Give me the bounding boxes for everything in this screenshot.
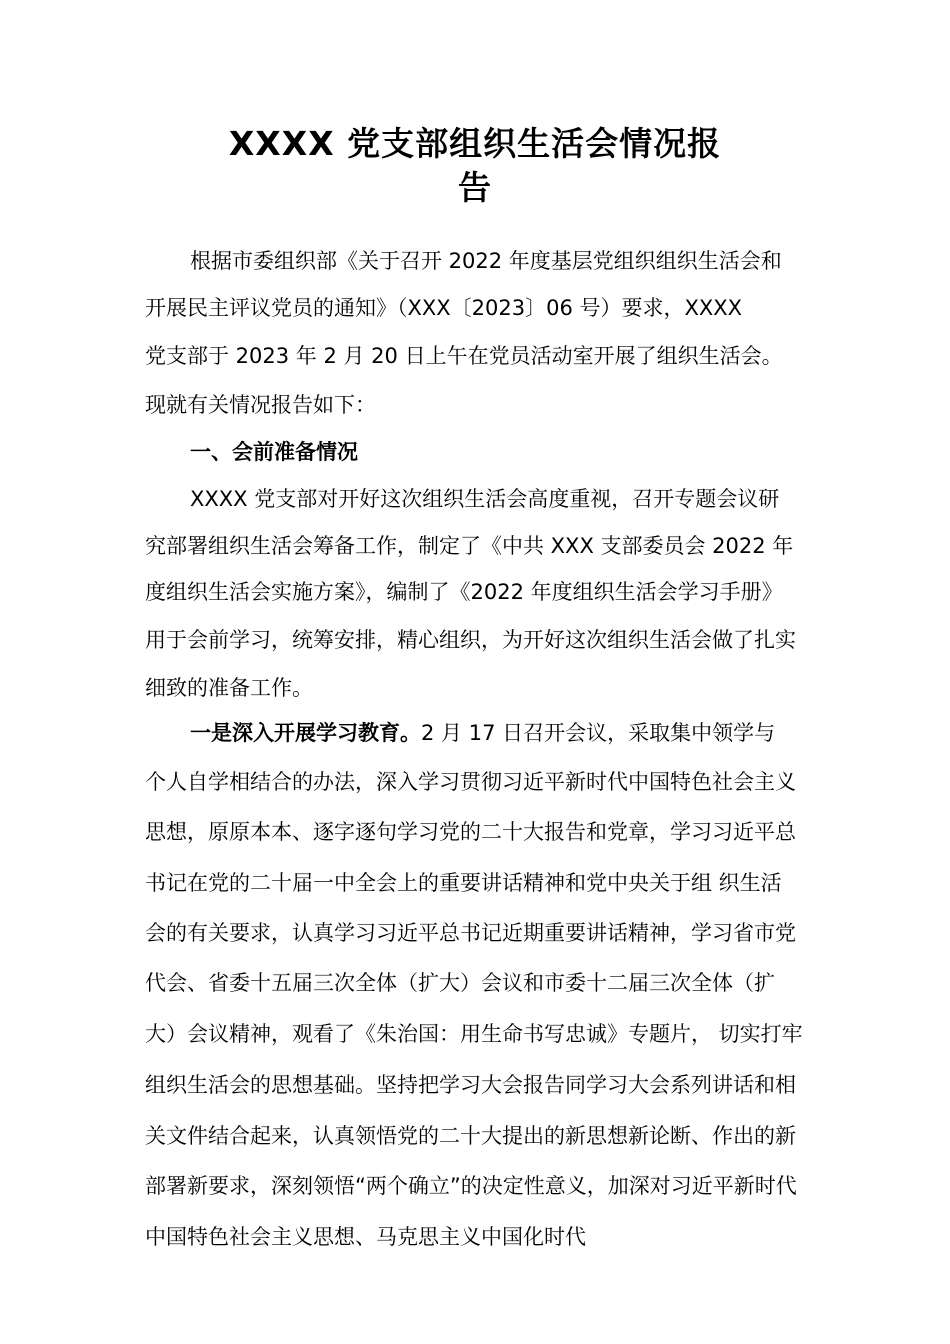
paragraph-line: 部署新要求，深刻领悟“两个确立”的决定性意义，加深对习近平新时代 [145, 1174, 797, 1198]
paragraph-line: 细致的准备工作。 [145, 676, 313, 700]
paragraph-line: 用于会前学习，统筹安排，精心组织，为开好这次组织生活会做了扎实 [145, 628, 796, 652]
paragraph-line: 究部署组织生活会筹备工作，制定了《中共 XXX 支部委员会 2022 年 [145, 534, 794, 558]
document-title-line-1: XXXX 党支部组织生活会情况报 [228, 124, 722, 163]
paragraph-line: 大）会议精神，观看了《朱治国：用生命书写忠诚》专题片， 切实打牢 [145, 1022, 803, 1046]
paragraph-line: 代会、省委十五届三次全体（扩大）会议和市委十二届三次全体（扩 [145, 971, 775, 995]
document-title-line-2: 告 [458, 168, 492, 207]
section-heading: 一、会前准备情况 [190, 440, 358, 464]
paragraph-line: 现就有关情况报告如下： [145, 393, 376, 417]
paragraph-line: 会的有关要求，认真学习习近平总书记近期重要讲话精神，学习省市党 [145, 921, 796, 945]
paragraph-line: 度组织生活会实施方案》，编制了《2022 年度组织生活会学习手册》 [145, 580, 783, 604]
paragraph-line [190, 718, 775, 748]
paragraph-line: 组织生活会的思想基础。坚持把学习大会报告同学习大会系列讲话和相 [145, 1073, 796, 1097]
paragraph-line: XXXX 党支部对开好这次组织生活会高度重视，召开专题会议研 [190, 487, 780, 511]
paragraph-line: 思想，原原本本、逐字逐句学习党的二十大报告和党章，学习习近平总 [145, 820, 796, 844]
paragraph-line: 书记在党的二十届一中全会上的重要讲话精神和党中央关于组 织生活 [145, 871, 782, 895]
paragraph-line: 个人自学相结合的办法，深入学习贯彻习近平新时代中国特色社会主义 [145, 770, 796, 794]
paragraph-line: 中国特色社会主义思想、马克思主义中国化时代 [145, 1225, 586, 1249]
paragraph-line: 开展民主评议党员的通知》（XXX〔2023〕06 号）要求，XXXX [145, 296, 743, 320]
paragraph-line: 党支部于 2023 年 2 月 20 日上午在党员活动室开展了组织生活会。 [145, 344, 783, 368]
paragraph-text: 2 月 17 日召开会议，采取集中领学与 [421, 721, 776, 745]
paragraph-line: 关文件结合起来，认真领悟党的二十大提出的新思想新论断、作出的新 [145, 1124, 796, 1148]
paragraph-line: 根据市委组织部《关于召开 2022 年度基层党组织组织生活会和 [190, 249, 782, 273]
lead-phrase: 一是深入开展学习教育。 [190, 721, 421, 745]
